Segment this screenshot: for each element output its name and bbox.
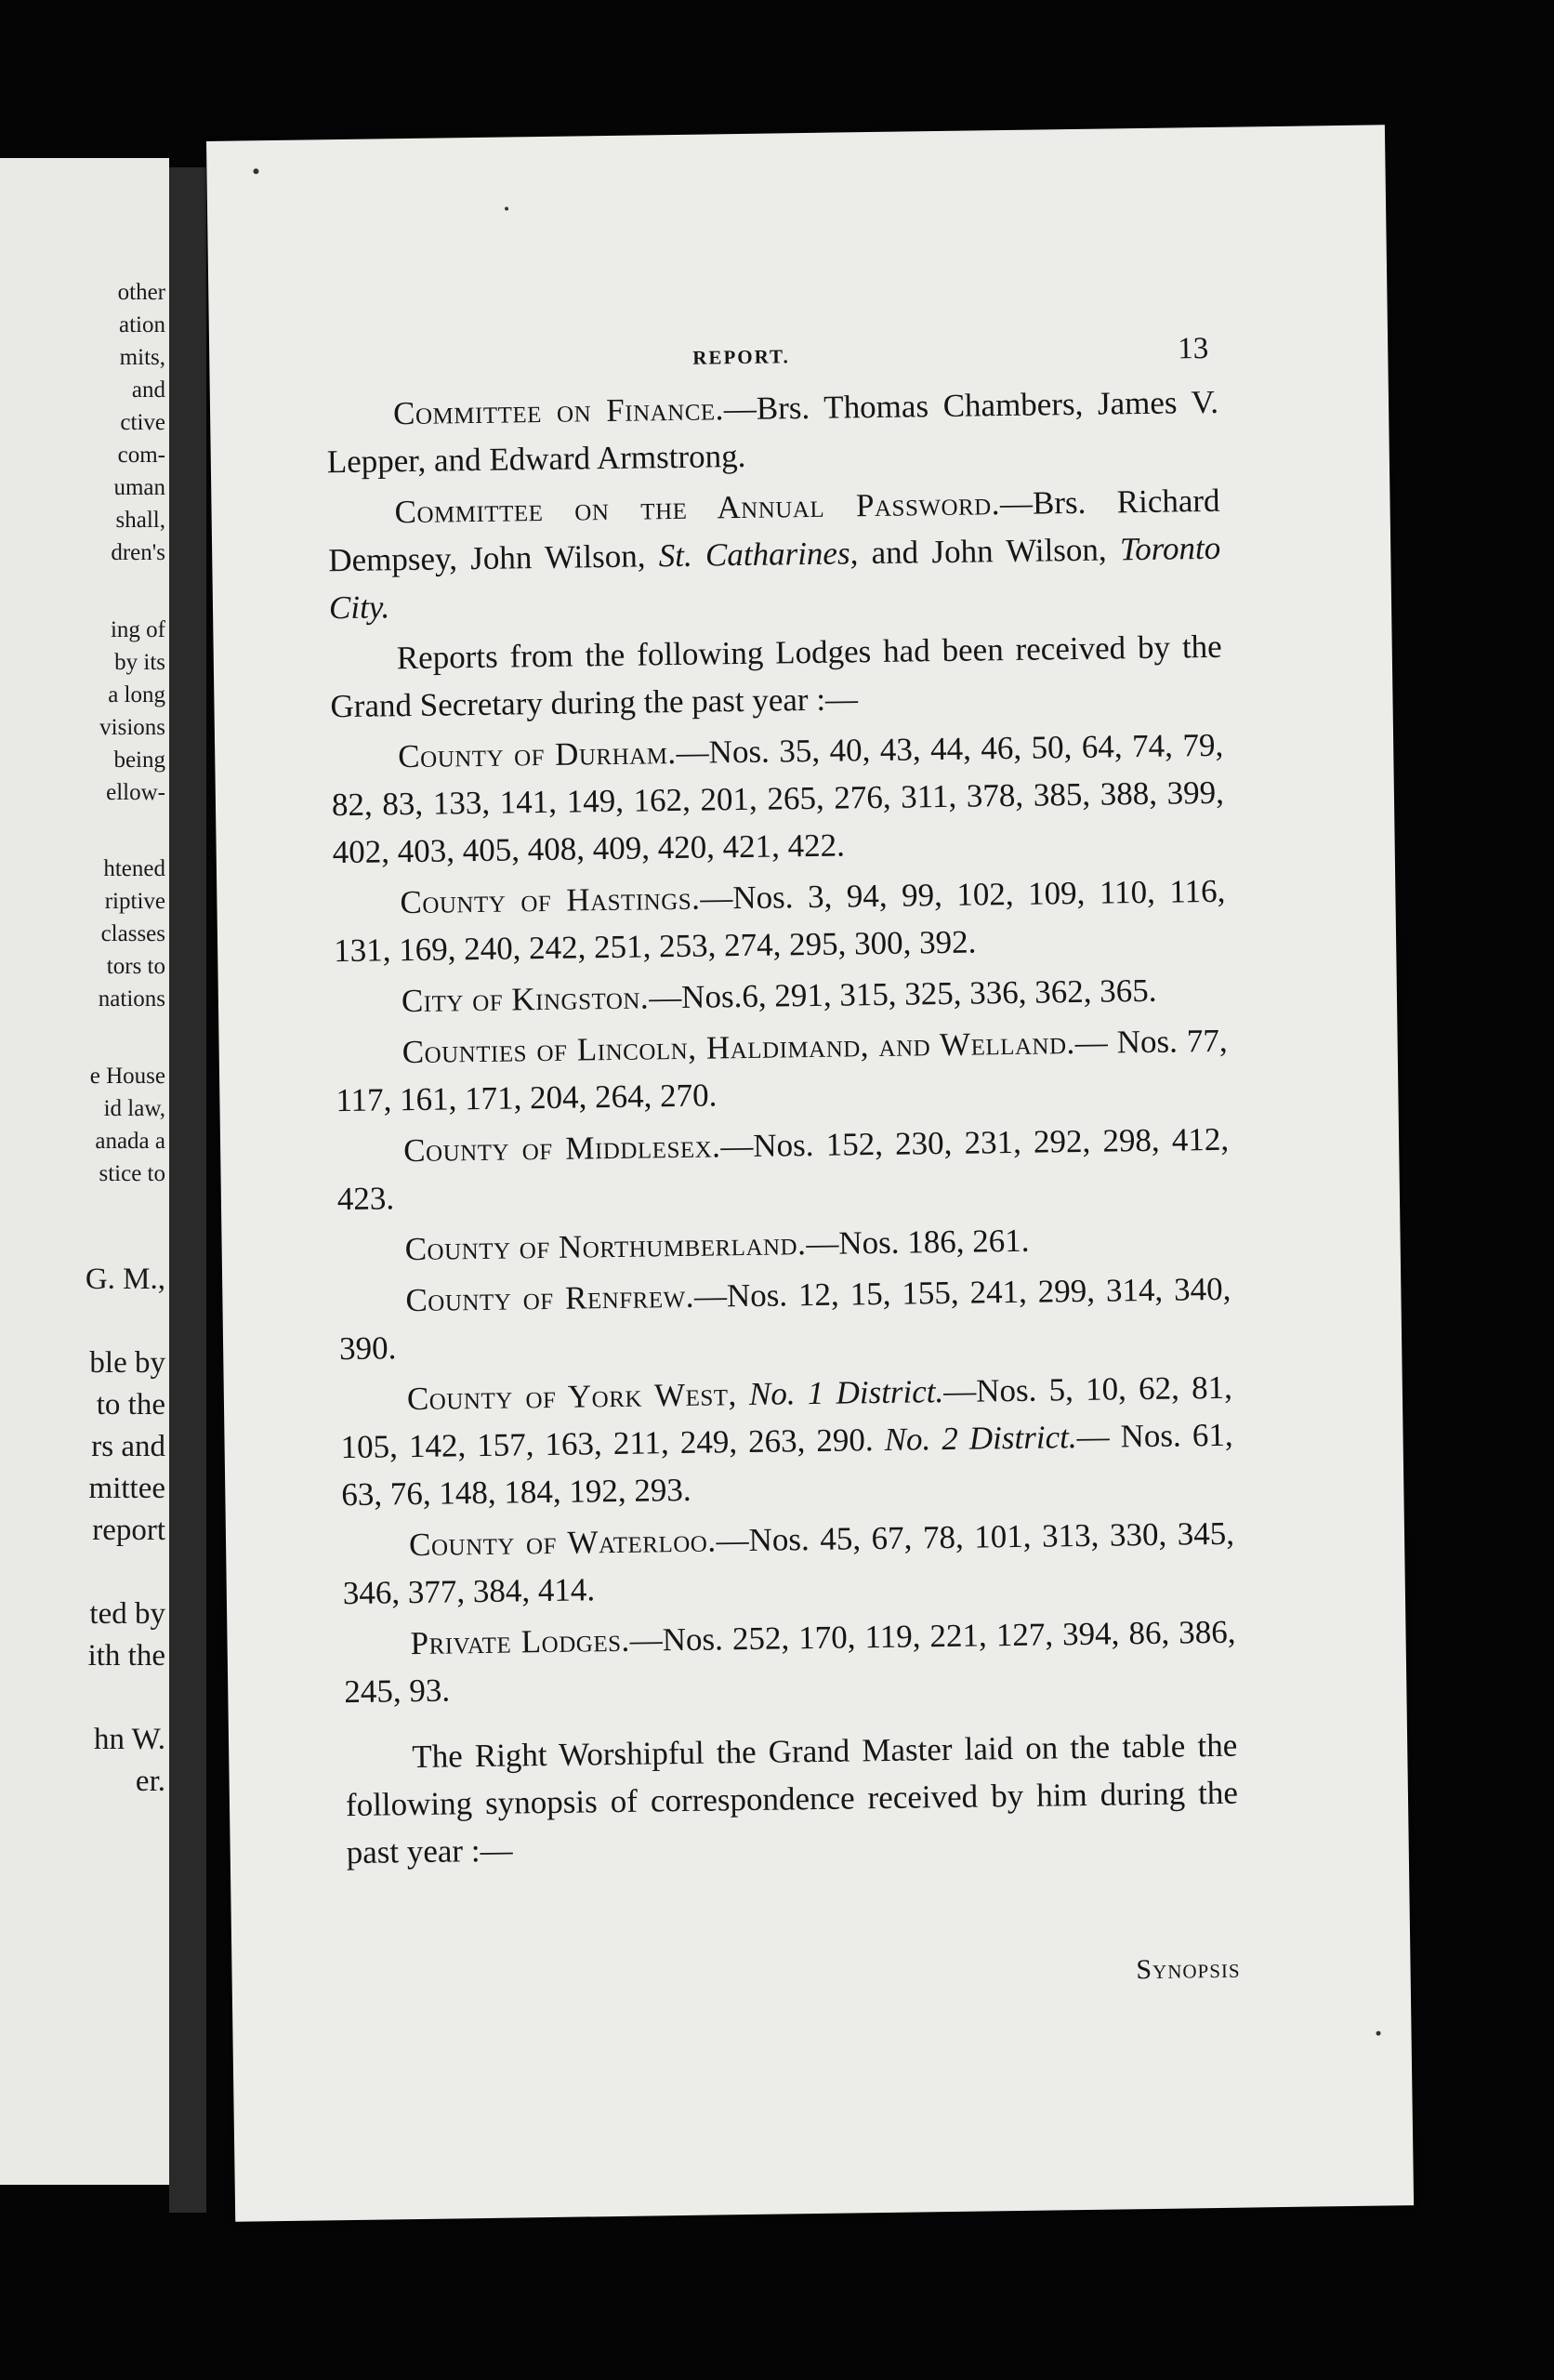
left-page-line: anada a xyxy=(95,1129,165,1154)
section-label: County of Middlesex. xyxy=(402,1128,721,1170)
left-page-line: tors to xyxy=(106,954,165,979)
paragraph-text: — Nos. 61, 63, 76, 148, 184, 192, 293. xyxy=(341,1416,1233,1514)
section-label: County of Northumberland. xyxy=(404,1225,807,1268)
left-page-line: shall, xyxy=(115,508,165,533)
left-page-line: e House xyxy=(89,1064,165,1089)
left-page-fragment xyxy=(0,158,169,2185)
paragraph-durham xyxy=(331,721,1225,876)
catchword-row xyxy=(348,1953,1241,2021)
left-page-line: G. M., xyxy=(85,1263,165,1296)
left-page-line: nations xyxy=(98,986,165,1012)
paragraph-text: — Nos. 77, 117, 161, 171, 204, 264, 270. xyxy=(336,1022,1228,1119)
section-label: City of Kingston. xyxy=(401,979,650,1020)
left-page-line: other xyxy=(117,280,165,305)
left-page-line: and xyxy=(131,377,165,403)
left-page-line: uman xyxy=(113,475,165,500)
left-page-line: riptive xyxy=(104,889,165,914)
left-page-line: com- xyxy=(117,443,165,468)
paragraph-text: —Nos. 45, 67, 78, 101, 313, 330, 345, 346, 377, 384, 414. xyxy=(342,1514,1235,1612)
left-page-line: ing of xyxy=(110,617,165,642)
catchword: Synopsis xyxy=(1136,1952,1241,1986)
left-page-line: ith the xyxy=(87,1639,165,1673)
paragraph-york-west xyxy=(340,1364,1234,1518)
right-page xyxy=(206,125,1414,2221)
section-label: Private Lodges. xyxy=(410,1621,630,1662)
left-page-line: ellow- xyxy=(106,780,165,805)
paragraph-text: —Nos. 35, 40, 43, 44, 46, 50, 64, 74, 79, 82, 83, 133, 141, 149, 162, 201, 265, 276, 311, 378, 385, 388, 399, 402, 403, 405, 408, 409, 420, 421, 422. xyxy=(331,726,1225,871)
left-page-line: by its xyxy=(114,650,165,675)
ink-speck xyxy=(253,168,258,174)
paragraph-renfrew xyxy=(338,1265,1231,1372)
paragraph-middlesex xyxy=(336,1116,1230,1223)
paragraph-text: —Nos. 186, 261. xyxy=(806,1222,1030,1263)
page-number: 13 xyxy=(1177,331,1209,366)
paragraph-lincoln xyxy=(335,1017,1228,1124)
left-page-line: mittee xyxy=(88,1472,165,1505)
paragraph-text: —Nos. 12, 15, 155, 241, 299, 314, 340, 390. xyxy=(338,1270,1231,1368)
paragraph-text: The Right Worshipful the Grand Master laid on the table the following synopsis of correspondence received by him during the past year :— xyxy=(345,1726,1239,1871)
left-page-line: to the xyxy=(96,1388,165,1421)
italic-district: No. 2 District. xyxy=(884,1419,1077,1458)
italic-place: St. Catharines, xyxy=(658,535,859,575)
paragraph-text: —Nos.6, 291, 315, 325, 336, 362, 365. xyxy=(648,972,1157,1016)
left-page-line: visions xyxy=(99,715,165,740)
paragraph-text: —Nos. 252, 170, 119, 221, 127, 394, 86, 386, 245, 93. xyxy=(344,1613,1236,1711)
page-content xyxy=(325,332,1241,2021)
section-label: County of Renfrew. xyxy=(405,1277,695,1319)
left-page-line: report xyxy=(92,1514,165,1547)
section-label: County of Hastings. xyxy=(400,879,701,921)
ink-speck xyxy=(505,206,508,210)
left-page-line: a long xyxy=(108,682,165,707)
paragraph-text: —Brs. Thomas Chambers, James V. Lepper, and Edward Armstrong. xyxy=(326,383,1219,481)
paragraph-finance xyxy=(326,378,1219,485)
italic-district: No. 1 District. xyxy=(736,1373,944,1413)
left-page-line: mits, xyxy=(119,345,165,370)
left-page-line: dren's xyxy=(111,540,165,565)
section-label: Counties of Lincoln, Haldimand, and Welland. xyxy=(402,1025,1076,1071)
paragraph-hastings xyxy=(333,867,1226,974)
paragraph-waterloo xyxy=(342,1510,1235,1617)
left-page-line: classes xyxy=(100,921,165,946)
paragraph-text: —Nos. 152, 230, 231, 292, 298, 412, 423. xyxy=(336,1120,1230,1218)
left-page-line: htened xyxy=(103,856,165,881)
book-gutter xyxy=(169,167,206,2213)
left-page-line: ble by xyxy=(89,1346,165,1380)
paragraph-synopsis-intro xyxy=(345,1722,1239,1876)
paragraph-private-lodges xyxy=(343,1608,1236,1715)
paragraph-text: Reports from the following Lodges had been received by the Grand Secretary during the past year :— xyxy=(330,628,1222,725)
left-page-line: ctive xyxy=(120,410,165,435)
paragraph-text: —Nos. 3, 94, 99, 102, 109, 110, 116, 131, 169, 240, 242, 251, 253, 274, 295, 300, 392. xyxy=(333,872,1226,970)
left-page-line: stice to xyxy=(99,1161,165,1186)
section-label: County of York West, xyxy=(406,1376,738,1418)
section-label: County of Durham. xyxy=(397,734,677,775)
left-page-line: rs and xyxy=(91,1430,165,1463)
section-label: County of Waterloo. xyxy=(408,1522,717,1564)
left-page-line: hn W. xyxy=(93,1723,165,1756)
paragraph-northumberland xyxy=(337,1214,1231,1274)
left-page-line: ted by xyxy=(89,1597,165,1631)
paragraph-reports-intro xyxy=(329,623,1222,730)
italic-place: Toronto City. xyxy=(328,529,1221,627)
paragraph-password xyxy=(327,477,1221,631)
ink-speck xyxy=(1376,2031,1381,2036)
paragraph-text: —Brs. Richard Dempsey, John Wilson, xyxy=(328,482,1220,579)
running-head: REPORT. xyxy=(692,345,790,369)
left-page-line: id law, xyxy=(103,1096,165,1121)
left-page-line: ation xyxy=(119,312,165,337)
paragraph-text: and John Wilson, xyxy=(858,531,1121,572)
paragraph-text: —Nos. 5, 10, 62, 81, 105, 142, 157, 163, 211, 249, 263, 290. xyxy=(340,1368,1233,1466)
left-page-line: er. xyxy=(135,1765,165,1798)
paragraph-kingston xyxy=(335,966,1228,1025)
left-page-line: being xyxy=(113,747,165,773)
section-label: Committee on the Annual Password. xyxy=(394,485,1001,531)
section-label: Committee on Finance. xyxy=(392,390,725,432)
